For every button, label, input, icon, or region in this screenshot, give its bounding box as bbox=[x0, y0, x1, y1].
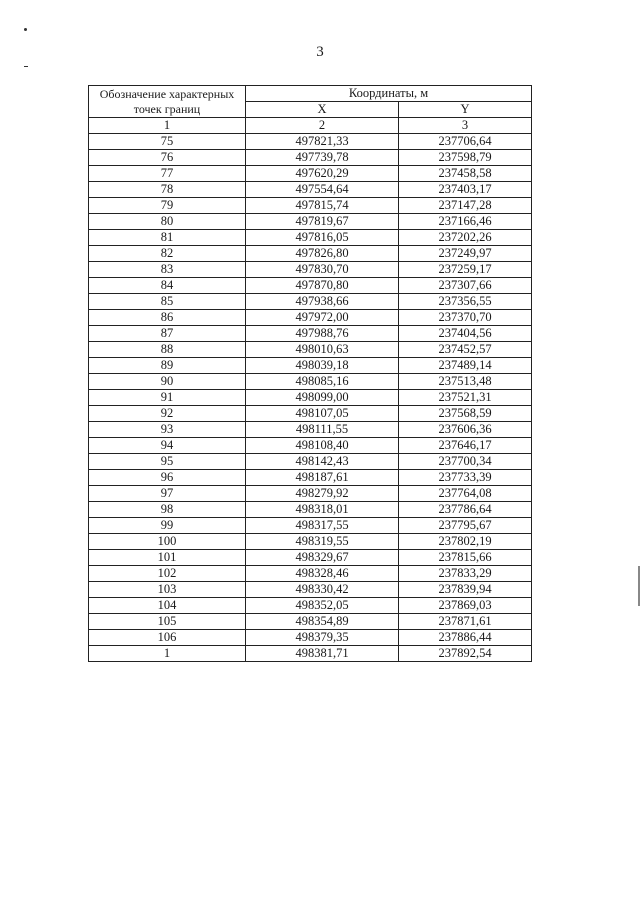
point-designation-cell: 78 bbox=[89, 182, 246, 198]
table-row bbox=[89, 630, 532, 646]
y-coordinate-cell: 237606,36 bbox=[399, 422, 532, 438]
point-designation-cell: 86 bbox=[89, 310, 246, 326]
x-coordinate-cell: 498317,55 bbox=[246, 518, 399, 534]
scan-speck bbox=[24, 66, 28, 67]
y-coordinate-cell: 237202,26 bbox=[399, 230, 532, 246]
y-coordinate-cell: 237147,28 bbox=[399, 198, 532, 214]
y-coordinate-cell: 237786,64 bbox=[399, 502, 532, 518]
y-coordinate-cell: 237700,34 bbox=[399, 454, 532, 470]
x-coordinate-cell: 497826,80 bbox=[246, 246, 399, 262]
table-row bbox=[89, 390, 532, 406]
y-coordinate-cell: 237458,58 bbox=[399, 166, 532, 182]
y-coordinate-cell: 237733,39 bbox=[399, 470, 532, 486]
table-row bbox=[89, 310, 532, 326]
point-designation-cell: 1 bbox=[89, 646, 246, 662]
x-coordinate-cell: 497815,74 bbox=[246, 198, 399, 214]
y-coordinate-cell: 237166,46 bbox=[399, 214, 532, 230]
x-coordinate-cell: 497620,29 bbox=[246, 166, 399, 182]
y-coordinate-cell: 237871,61 bbox=[399, 614, 532, 630]
point-designation-cell: 81 bbox=[89, 230, 246, 246]
x-coordinate-cell: 497972,00 bbox=[246, 310, 399, 326]
table-row bbox=[89, 342, 532, 358]
y-coordinate-cell: 237370,70 bbox=[399, 310, 532, 326]
y-coordinate-cell: 237886,44 bbox=[399, 630, 532, 646]
x-coordinate-cell: 498142,43 bbox=[246, 454, 399, 470]
table-row bbox=[89, 278, 532, 294]
table-row bbox=[89, 166, 532, 182]
coordinates-header: Координаты, м bbox=[246, 86, 532, 102]
table-row bbox=[89, 614, 532, 630]
point-designation-cell: 100 bbox=[89, 534, 246, 550]
y-coordinate-cell: 237403,17 bbox=[399, 182, 532, 198]
y-coordinate-cell: 237521,31 bbox=[399, 390, 532, 406]
point-designation-cell: 101 bbox=[89, 550, 246, 566]
coordinates-table-body bbox=[89, 134, 532, 662]
x-coordinate-cell: 498381,71 bbox=[246, 646, 399, 662]
point-designation-cell: 94 bbox=[89, 438, 246, 454]
point-designation-cell: 84 bbox=[89, 278, 246, 294]
coordinates-table bbox=[88, 85, 532, 662]
x-coordinate-cell: 498085,16 bbox=[246, 374, 399, 390]
x-coordinate-cell: 498318,01 bbox=[246, 502, 399, 518]
y-coordinate-cell: 237356,55 bbox=[399, 294, 532, 310]
x-coordinate-cell: 498329,67 bbox=[246, 550, 399, 566]
x-coordinate-cell: 498187,61 bbox=[246, 470, 399, 486]
point-designation-cell: 95 bbox=[89, 454, 246, 470]
x-coordinate-cell: 498330,42 bbox=[246, 582, 399, 598]
y-coordinate-cell: 237795,67 bbox=[399, 518, 532, 534]
y-coordinate-cell: 237307,66 bbox=[399, 278, 532, 294]
y-column-header: Y bbox=[399, 102, 532, 118]
table-row bbox=[89, 598, 532, 614]
table-row bbox=[89, 150, 532, 166]
x-column-header: X bbox=[246, 102, 399, 118]
table-row bbox=[89, 566, 532, 582]
point-designation-cell: 88 bbox=[89, 342, 246, 358]
table-row bbox=[89, 486, 532, 502]
point-designation-cell: 93 bbox=[89, 422, 246, 438]
y-coordinate-cell: 237802,19 bbox=[399, 534, 532, 550]
table-row bbox=[89, 438, 532, 454]
y-coordinate-cell: 237513,48 bbox=[399, 374, 532, 390]
point-designation-cell: 97 bbox=[89, 486, 246, 502]
table-row bbox=[89, 214, 532, 230]
x-coordinate-cell: 498354,89 bbox=[246, 614, 399, 630]
y-coordinate-cell: 237869,03 bbox=[399, 598, 532, 614]
y-coordinate-cell: 237892,54 bbox=[399, 646, 532, 662]
y-coordinate-cell: 237839,94 bbox=[399, 582, 532, 598]
table-row bbox=[89, 582, 532, 598]
x-coordinate-cell: 498099,00 bbox=[246, 390, 399, 406]
x-coordinate-cell: 498111,55 bbox=[246, 422, 399, 438]
x-coordinate-cell: 497938,66 bbox=[246, 294, 399, 310]
column-number: 1 bbox=[89, 118, 246, 134]
table-row bbox=[89, 646, 532, 662]
point-designation-cell: 91 bbox=[89, 390, 246, 406]
point-designation-cell: 82 bbox=[89, 246, 246, 262]
x-coordinate-cell: 497988,76 bbox=[246, 326, 399, 342]
table-row bbox=[89, 134, 532, 150]
x-coordinate-cell: 498279,92 bbox=[246, 486, 399, 502]
y-coordinate-cell: 237489,14 bbox=[399, 358, 532, 374]
y-coordinate-cell: 237404,56 bbox=[399, 326, 532, 342]
column-numbers-row bbox=[89, 118, 532, 134]
x-coordinate-cell: 498039,18 bbox=[246, 358, 399, 374]
x-coordinate-cell: 498319,55 bbox=[246, 534, 399, 550]
point-designation-header: Обозначение характерных точек границ bbox=[89, 86, 246, 118]
x-coordinate-cell: 498352,05 bbox=[246, 598, 399, 614]
point-designation-cell: 77 bbox=[89, 166, 246, 182]
table-row bbox=[89, 326, 532, 342]
table-row bbox=[89, 534, 532, 550]
y-coordinate-cell: 237646,17 bbox=[399, 438, 532, 454]
point-designation-cell: 96 bbox=[89, 470, 246, 486]
y-coordinate-cell: 237706,64 bbox=[399, 134, 532, 150]
table-row bbox=[89, 502, 532, 518]
table-row bbox=[89, 294, 532, 310]
table-row bbox=[89, 454, 532, 470]
point-designation-cell: 99 bbox=[89, 518, 246, 534]
y-coordinate-cell: 237598,79 bbox=[399, 150, 532, 166]
table-row bbox=[89, 358, 532, 374]
y-coordinate-cell: 237764,08 bbox=[399, 486, 532, 502]
point-designation-cell: 76 bbox=[89, 150, 246, 166]
column-number: 2 bbox=[246, 118, 399, 134]
x-coordinate-cell: 498379,35 bbox=[246, 630, 399, 646]
table-row bbox=[89, 198, 532, 214]
y-coordinate-cell: 237815,66 bbox=[399, 550, 532, 566]
point-designation-cell: 75 bbox=[89, 134, 246, 150]
page-number: 3 bbox=[316, 44, 324, 60]
table-row bbox=[89, 470, 532, 486]
x-coordinate-cell: 497830,70 bbox=[246, 262, 399, 278]
point-designation-cell: 80 bbox=[89, 214, 246, 230]
x-coordinate-cell: 497870,80 bbox=[246, 278, 399, 294]
x-coordinate-cell: 497819,67 bbox=[246, 214, 399, 230]
scan-speck bbox=[24, 28, 27, 31]
point-designation-cell: 90 bbox=[89, 374, 246, 390]
point-designation-cell: 102 bbox=[89, 566, 246, 582]
point-designation-cell: 105 bbox=[89, 614, 246, 630]
point-designation-cell: 79 bbox=[89, 198, 246, 214]
table-row bbox=[89, 374, 532, 390]
y-coordinate-cell: 237568,59 bbox=[399, 406, 532, 422]
y-coordinate-cell: 237452,57 bbox=[399, 342, 532, 358]
point-designation-cell: 85 bbox=[89, 294, 246, 310]
x-coordinate-cell: 497739,78 bbox=[246, 150, 399, 166]
table-row bbox=[89, 406, 532, 422]
table-row bbox=[89, 182, 532, 198]
table-row bbox=[89, 230, 532, 246]
x-coordinate-cell: 498108,40 bbox=[246, 438, 399, 454]
x-coordinate-cell: 498010,63 bbox=[246, 342, 399, 358]
point-designation-cell: 98 bbox=[89, 502, 246, 518]
point-designation-cell: 104 bbox=[89, 598, 246, 614]
y-coordinate-cell: 237833,29 bbox=[399, 566, 532, 582]
y-coordinate-cell: 237249,97 bbox=[399, 246, 532, 262]
y-coordinate-cell: 237259,17 bbox=[399, 262, 532, 278]
x-coordinate-cell: 497816,05 bbox=[246, 230, 399, 246]
x-coordinate-cell: 498328,46 bbox=[246, 566, 399, 582]
point-designation-cell: 92 bbox=[89, 406, 246, 422]
x-coordinate-cell: 498107,05 bbox=[246, 406, 399, 422]
x-coordinate-cell: 497554,64 bbox=[246, 182, 399, 198]
x-coordinate-cell: 497821,33 bbox=[246, 134, 399, 150]
table-row bbox=[89, 262, 532, 278]
column-number: 3 bbox=[399, 118, 532, 134]
point-designation-cell: 87 bbox=[89, 326, 246, 342]
table-row bbox=[89, 422, 532, 438]
point-designation-cell: 103 bbox=[89, 582, 246, 598]
point-designation-cell: 106 bbox=[89, 630, 246, 646]
table-row bbox=[89, 246, 532, 262]
point-designation-cell: 83 bbox=[89, 262, 246, 278]
point-designation-cell: 89 bbox=[89, 358, 246, 374]
table-row bbox=[89, 518, 532, 534]
table-row bbox=[89, 550, 532, 566]
